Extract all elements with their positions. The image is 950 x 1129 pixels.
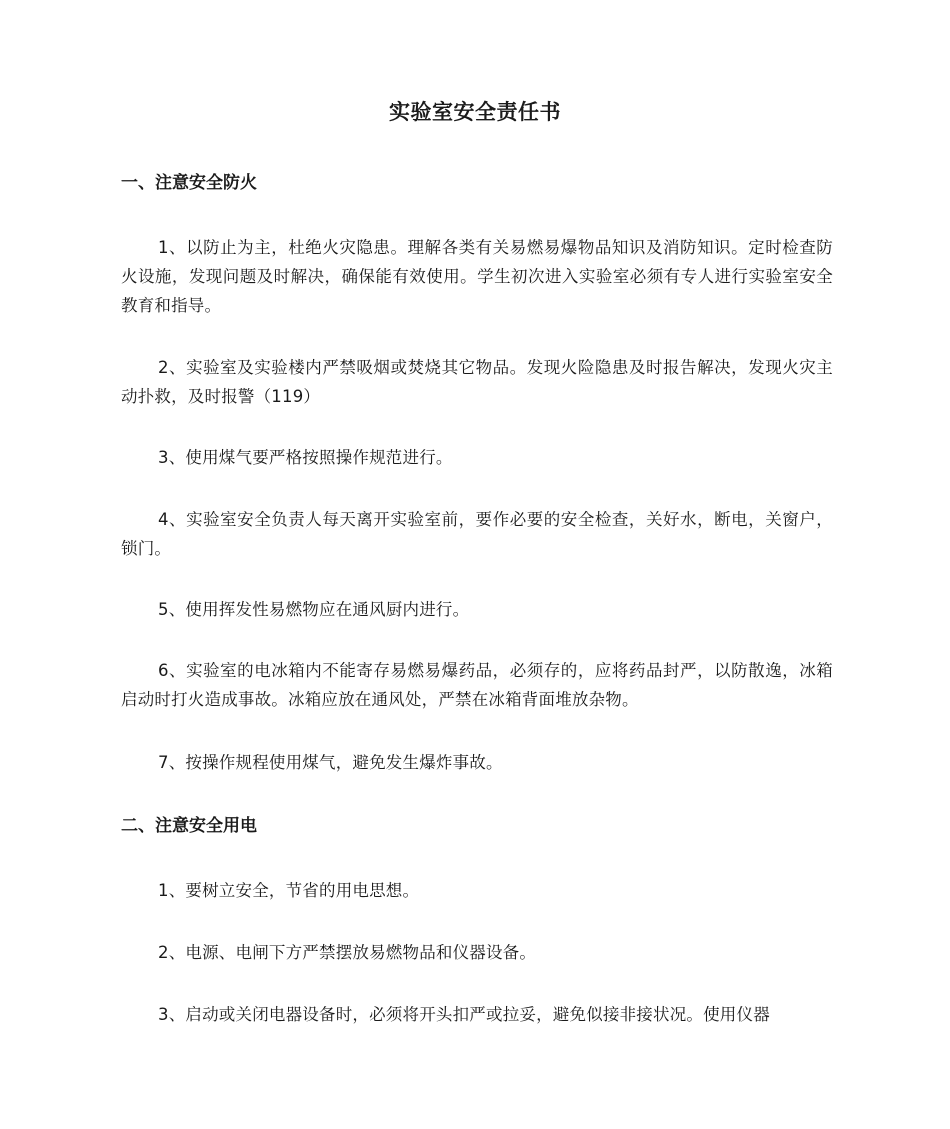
paragraph-electric-3: 3、启动或关闭电器设备时，必须将开头扣严或拉妥，避免似接非接状况。使用仪器	[158, 1005, 770, 1024]
paragraph-electric-2: 2、电源、电闸下方严禁摆放易燃物品和仪器设备。	[158, 943, 537, 962]
section-heading-fire-safety: 一、注意安全防火	[121, 173, 257, 193]
paragraph-fire-6: 6、实验室的电冰箱内不能寄存易燃易爆药品，必须存的，应将药品封严，以防散逸，冰箱启动时打火造成事故。冰箱应放在通风处，严禁在冰箱背面堆放杂物。	[121, 661, 833, 709]
paragraph-fire-4: 4、实验室安全负责人每天离开实验室前，要作必要的安全检查，关好水，断电，关窗户，锁门。	[121, 510, 833, 558]
section-heading-electrical-safety: 二、注意安全用电	[121, 816, 257, 836]
document-title: 实验室安全责任书	[389, 100, 561, 124]
paragraph-fire-1: 1、以防止为主，杜绝火灾隐患。理解各类有关易燃易爆物品知识及消防知识。定时检查防火设施，发现问题及时解决，确保能有效使用。学生初次进入实验室必须有专人进行实验室安全教育和指导。	[121, 238, 833, 315]
paragraph-fire-2: 2、实验室及实验楼内严禁吸烟或焚烧其它物品。发现火险隐患及时报告解决，发现火灾主动扑救，及时报警（119）	[121, 358, 833, 406]
paragraph-electric-1: 1、要树立安全，节省的用电思想。	[158, 881, 420, 900]
paragraph-fire-3: 3、使用煤气要严格按照操作规范进行。	[158, 448, 453, 467]
paragraph-fire-7: 7、按操作规程使用煤气，避免发生爆炸事故。	[158, 753, 503, 772]
paragraph-fire-5: 5、使用挥发性易燃物应在通风厨内进行。	[158, 600, 470, 619]
